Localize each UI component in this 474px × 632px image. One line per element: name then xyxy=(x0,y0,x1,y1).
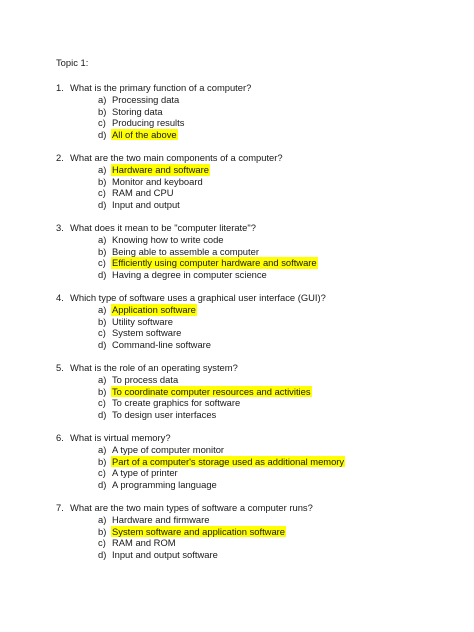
option-letter: d) xyxy=(98,128,107,140)
option-item xyxy=(56,526,456,538)
option-letter: a) xyxy=(98,94,107,105)
option-letter: b) xyxy=(98,105,107,117)
option-letter: b) xyxy=(98,245,107,257)
question-4 xyxy=(56,292,456,350)
question-text: Which type of software uses a graphical user interface (GUI)? xyxy=(70,292,326,303)
question-line xyxy=(56,432,456,444)
option-text: To create graphics for software xyxy=(112,397,241,408)
option-text: Having a degree in computer science xyxy=(112,268,267,280)
option-item xyxy=(56,187,456,199)
option-item xyxy=(56,304,456,316)
option-item xyxy=(56,374,456,386)
option-item xyxy=(56,94,456,106)
option-letter: c) xyxy=(98,187,106,198)
option-item xyxy=(56,246,456,258)
option-letter: c) xyxy=(98,537,106,548)
option-text: Input and output software xyxy=(112,548,218,560)
question-line xyxy=(56,222,456,234)
question-1 xyxy=(56,82,456,140)
option-item xyxy=(56,386,456,398)
option-item xyxy=(56,129,456,141)
option-item xyxy=(56,316,456,328)
option-letter: a) xyxy=(98,164,107,175)
option-letter: c) xyxy=(98,117,106,128)
option-letter: d) xyxy=(98,338,107,350)
highlighted-answer: All of the above xyxy=(112,128,177,140)
option-text: Hardware and firmware xyxy=(112,514,210,525)
question-text: What is virtual memory? xyxy=(70,432,171,443)
question-line xyxy=(56,362,456,374)
option-text: RAM and CPU xyxy=(112,187,174,198)
highlighted-answer: System software and application software xyxy=(112,525,286,537)
option-text: Knowing how to write code xyxy=(112,234,224,245)
option-text: Command-line software xyxy=(112,338,211,350)
highlighted-answer: Part of a computer's storage used as additional memory xyxy=(112,455,345,467)
option-item xyxy=(56,537,456,549)
question-2 xyxy=(56,152,456,210)
option-text: Producing results xyxy=(112,117,185,128)
option-item xyxy=(56,176,456,188)
question-text: What does it mean to be "computer literate"? xyxy=(70,222,256,233)
option-text: RAM and ROM xyxy=(112,537,176,548)
option-letter: a) xyxy=(98,234,107,245)
question-text: What are the two main types of software a computer runs? xyxy=(70,502,313,513)
question-number: 3. xyxy=(56,222,64,233)
option-letter: c) xyxy=(98,327,106,338)
option-letter: a) xyxy=(98,514,107,525)
option-item xyxy=(56,106,456,118)
option-item xyxy=(56,456,456,468)
option-letter: d) xyxy=(98,198,107,210)
option-text: System software xyxy=(112,327,182,338)
option-letter: d) xyxy=(98,478,107,490)
option-text: Storing data xyxy=(112,105,163,117)
option-item xyxy=(56,257,456,269)
highlighted-answer: Efficiently using computer hardware and software xyxy=(112,257,317,268)
option-letter: b) xyxy=(98,315,107,327)
option-text: A type of computer monitor xyxy=(112,444,225,455)
question-number: 2. xyxy=(56,152,64,163)
option-item xyxy=(56,514,456,526)
option-letter: a) xyxy=(98,304,107,315)
option-text: Processing data xyxy=(112,94,180,105)
option-letter: a) xyxy=(98,374,107,385)
option-letter: d) xyxy=(98,268,107,280)
question-text: What are the two main components of a computer? xyxy=(70,152,283,163)
highlighted-answer: Application software xyxy=(112,304,196,315)
option-item xyxy=(56,479,456,491)
option-text: Monitor and keyboard xyxy=(112,175,203,187)
question-number: 4. xyxy=(56,292,64,303)
option-item xyxy=(56,164,456,176)
question-line xyxy=(56,82,456,94)
option-item xyxy=(56,117,456,129)
question-number: 5. xyxy=(56,362,64,373)
option-item xyxy=(56,234,456,246)
question-number: 6. xyxy=(56,432,64,443)
question-line xyxy=(56,502,456,514)
option-text: Input and output xyxy=(112,198,180,210)
option-item xyxy=(56,199,456,211)
option-text: To process data xyxy=(112,374,179,385)
question-3 xyxy=(56,222,456,280)
question-6 xyxy=(56,432,456,490)
option-text: Utility software xyxy=(112,315,173,327)
highlighted-answer: Hardware and software xyxy=(112,164,209,175)
option-text: Being able to assemble a computer xyxy=(112,245,259,257)
question-line xyxy=(56,292,456,304)
option-item xyxy=(56,339,456,351)
option-item xyxy=(56,269,456,281)
option-item xyxy=(56,409,456,421)
question-number: 1. xyxy=(56,82,64,93)
option-text: To design user interfaces xyxy=(112,408,217,420)
question-line xyxy=(56,152,456,164)
option-item xyxy=(56,444,456,456)
option-text: A type of printer xyxy=(112,467,178,478)
option-letter: d) xyxy=(98,548,107,560)
option-letter: c) xyxy=(98,467,106,478)
option-letter: b) xyxy=(98,455,107,467)
option-item xyxy=(56,467,456,479)
option-text: A programming language xyxy=(112,478,217,490)
question-number: 7. xyxy=(56,502,64,513)
option-letter: b) xyxy=(98,175,107,187)
option-letter: d) xyxy=(98,408,107,420)
question-text: What is the role of an operating system? xyxy=(70,362,238,373)
option-letter: c) xyxy=(98,257,106,268)
option-item xyxy=(56,397,456,409)
highlighted-answer: To coordinate computer resources and activities xyxy=(112,385,311,397)
option-item xyxy=(56,549,456,561)
option-letter: b) xyxy=(98,525,107,537)
option-item xyxy=(56,327,456,339)
option-letter: c) xyxy=(98,397,106,408)
question-7 xyxy=(56,502,456,560)
question-text: What is the primary function of a computer? xyxy=(70,82,252,93)
option-letter: b) xyxy=(98,385,107,397)
topic-heading: Topic 1: xyxy=(56,57,89,68)
question-5 xyxy=(56,362,456,420)
option-letter: a) xyxy=(98,444,107,455)
